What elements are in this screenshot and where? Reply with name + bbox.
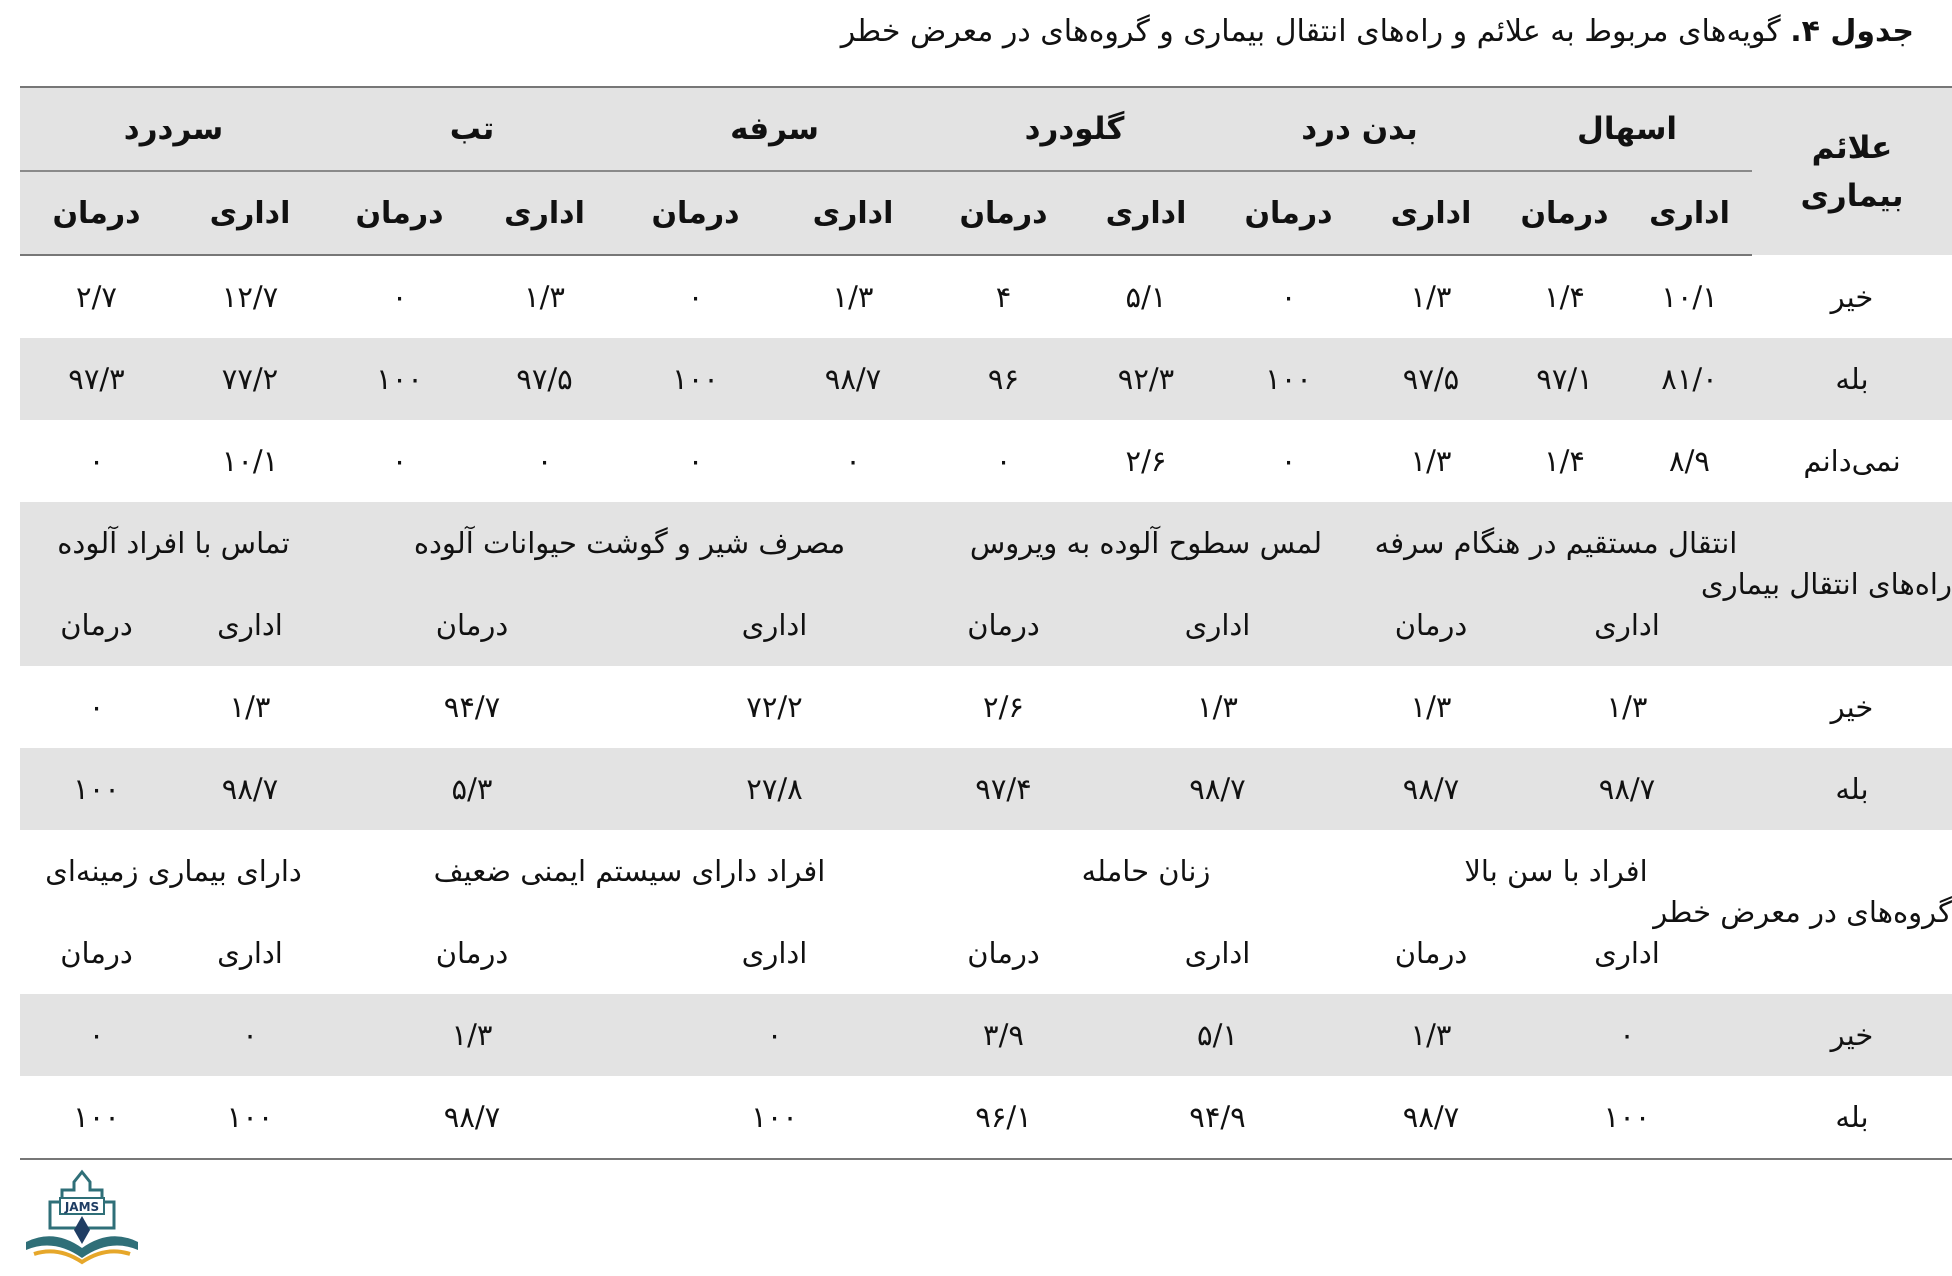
column-subheader: درمان (1217, 171, 1360, 255)
table-cell: ۱/۳ (832, 280, 874, 314)
table-cell: ۹۸/۷ (1075, 748, 1360, 830)
table-cell: ۱۰۰ (1603, 1100, 1651, 1134)
table-cell: ۰ (617, 994, 932, 1076)
table-cell: ۰ (845, 444, 861, 478)
table-cell: ۱۰۰ (226, 1100, 274, 1134)
table-caption (841, 14, 1914, 49)
transmission-row-header: راه‌های انتقال بیماری (1752, 502, 1952, 666)
table-cell: ۱/۳ (1410, 690, 1452, 724)
table-cell: ۹۷/۴ (932, 748, 1075, 830)
table-cell: ۱/۴ (1544, 444, 1585, 478)
row-label: بله (1752, 748, 1952, 830)
table-row (20, 338, 1952, 420)
table-cell: ۹۷/۵ (1360, 338, 1502, 420)
row-label: نمی‌دانم (1803, 444, 1901, 478)
table-cell: ۹۸/۷ (443, 1100, 501, 1134)
column-subheader: اداری (617, 584, 932, 666)
table-cell: ۱۰۰ (751, 1100, 798, 1134)
column-subheader: اداری (173, 171, 327, 255)
transmission-group-header: لمس سطوح آلوده به ویروس (932, 502, 1360, 584)
symptoms-subheader-row (20, 171, 1952, 255)
table-cell: ۱/۳ (1197, 690, 1238, 724)
column-subheader: درمان (20, 912, 173, 994)
table-cell: ۰ (1280, 444, 1297, 478)
table-cell: ۱/۳ (1410, 280, 1452, 314)
table-cell: ۰ (20, 994, 173, 1076)
table-cell: ۰ (1502, 994, 1752, 1076)
table-cell: ۹۸/۷ (1502, 748, 1752, 830)
table-cell: ۱۰۰ (73, 1100, 120, 1134)
table-cell: ۹۴/۷ (443, 690, 501, 724)
risk-groups-row-header: گروه‌های در معرض خطر (1752, 830, 1952, 994)
table-cell: ۹۷/۵ (472, 338, 617, 420)
table-cell: ۱۰۰ (327, 338, 472, 420)
column-subheader: اداری (173, 912, 327, 994)
column-subheader: اداری (472, 171, 617, 255)
column-subheader: درمان (20, 584, 173, 666)
table-cell: ۷۷/۲ (173, 338, 327, 420)
table-cell: ۰ (995, 444, 1012, 478)
table-row (20, 1076, 1952, 1159)
table-cell: ۱/۳ (229, 690, 271, 724)
symptom-group-header: سرفه (617, 87, 932, 171)
table-cell: ۱۰/۱ (1661, 280, 1718, 314)
symptom-group-header: سردرد (20, 87, 327, 171)
column-subheader: درمان (327, 171, 472, 255)
table-cell: ۹۸/۷ (1402, 1100, 1460, 1134)
table-cell: ۰ (687, 444, 704, 478)
column-subheader: اداری (1627, 171, 1752, 255)
table-cell: ۱۰۰ (617, 338, 774, 420)
table-cell: ۵/۱ (1125, 280, 1167, 314)
table-cell: ۹۸/۷ (173, 748, 327, 830)
column-subheader: درمان (327, 912, 617, 994)
column-subheader: درمان (1360, 584, 1502, 666)
column-subheader: اداری (1075, 171, 1217, 255)
table-cell: ۹۲/۳ (1075, 338, 1217, 420)
table-row (20, 420, 1952, 502)
row-label: خیر (1830, 690, 1874, 724)
table-cell: ۱۰۰ (20, 748, 173, 830)
column-subheader: درمان (932, 171, 1075, 255)
column-subheader: درمان (617, 171, 774, 255)
column-subheader: اداری (1075, 912, 1360, 994)
table-cell: ۱/۳ (524, 280, 565, 314)
row-label: بله (1752, 338, 1952, 420)
caption-text: گویه‌های مربوط به علائم و راه‌های انتقال بیماری و گروه‌های در معرض خطر (840, 14, 1781, 49)
transmission-group-header: تماس با افراد آلوده (20, 502, 327, 584)
table-cell: ۰ (391, 280, 408, 314)
symptom-group-header: تب (327, 87, 617, 171)
jams-logo (20, 1168, 144, 1266)
table-row (20, 666, 1952, 748)
column-subheader: درمان (327, 584, 617, 666)
table-cell: ۰ (687, 280, 704, 314)
table-cell: ۰ (536, 444, 553, 478)
table-cell: ۸۱/۰ (1627, 338, 1752, 420)
table-cell: ۱۰/۱ (221, 444, 279, 478)
column-subheader: درمان (20, 171, 173, 255)
column-subheader: اداری (1502, 912, 1752, 994)
table-cell: ۱/۳ (1606, 690, 1648, 724)
column-subheader: درمان (932, 912, 1075, 994)
table-cell: ۱/۳ (327, 994, 617, 1076)
caption-label: جدول ۴. (1790, 14, 1914, 49)
transmission-subheader-row (20, 584, 1952, 666)
symptom-group-header: گلودرد (932, 87, 1217, 171)
column-subheader: درمان (932, 584, 1075, 666)
table-cell: ۱۲/۷ (221, 280, 279, 314)
column-subheader: اداری (1075, 584, 1360, 666)
column-subheader: درمان (1502, 171, 1627, 255)
table-cell: ۱/۴ (1544, 280, 1585, 314)
table-cell: ۰ (391, 444, 408, 478)
risk-group-header: دارای بیماری زمینه‌ای (20, 830, 327, 912)
table-cell: ۹۶ (932, 338, 1075, 420)
table-cell: ۹۷/۱ (1502, 338, 1627, 420)
transmission-group-header: انتقال مستقیم در هنگام سرفه (1360, 502, 1752, 584)
table-cell: ۷۲/۲ (746, 690, 803, 724)
symptoms-row-header: علائم بیماری (1752, 87, 1952, 255)
table-cell: ۹۶/۱ (975, 1100, 1032, 1134)
transmission-group-header-row (20, 502, 1952, 584)
table-cell: ۵/۱ (1075, 994, 1360, 1076)
column-subheader: اداری (1360, 171, 1502, 255)
table-row (20, 994, 1952, 1076)
column-subheader: اداری (1502, 584, 1752, 666)
table-cell: ۰ (88, 444, 105, 478)
symptom-group-header: بدن درد (1217, 87, 1502, 171)
risk-group-header: افراد دارای سیستم ایمنی ضعیف (327, 830, 932, 912)
symptoms-group-header-row (20, 87, 1952, 171)
table-cell: ۴ (995, 280, 1012, 314)
table-cell: ۱۰۰ (1217, 338, 1360, 420)
risk-group-header-row (20, 830, 1952, 912)
table-cell: ۲/۷ (76, 280, 117, 314)
table-cell: ۲/۶ (1125, 444, 1167, 478)
table-cell: ۹۸/۷ (1360, 748, 1502, 830)
table-cell: ۱/۳ (1410, 444, 1452, 478)
table-cell: ۲۷/۸ (617, 748, 932, 830)
table-cell: ۲/۶ (983, 690, 1024, 724)
transmission-group-header: مصرف شیر و گوشت حیوانات آلوده (327, 502, 932, 584)
table-cell: ۸/۹ (1669, 444, 1710, 478)
row-label: بله (1835, 1100, 1869, 1134)
column-subheader: درمان (1360, 912, 1502, 994)
column-subheader: اداری (173, 584, 327, 666)
table-row (20, 748, 1952, 830)
logo-text: JAMS (64, 1200, 100, 1214)
table-cell: ۹۴/۹ (1189, 1100, 1246, 1134)
column-subheader: اداری (774, 171, 932, 255)
table-cell: ۱/۳ (1360, 994, 1502, 1076)
table-row (20, 255, 1952, 338)
table-cell: ۹۷/۳ (20, 338, 173, 420)
risk-group-header: زنان حامله (932, 830, 1360, 912)
risk-group-header: افراد با سن بالا (1360, 830, 1752, 912)
table-cell: ۹۸/۷ (774, 338, 932, 420)
symptom-group-header: اسهال (1502, 87, 1752, 171)
table-cell: ۳/۹ (932, 994, 1075, 1076)
row-label: خیر (1752, 994, 1952, 1076)
row-label: خیر (1830, 279, 1874, 314)
data-table (20, 86, 1952, 1160)
column-subheader: اداری (617, 912, 932, 994)
table-cell: ۵/۳ (327, 748, 617, 830)
table-cell: ۰ (88, 690, 105, 724)
table-cell: ۰ (173, 994, 327, 1076)
table-cell: ۰ (1280, 280, 1297, 314)
